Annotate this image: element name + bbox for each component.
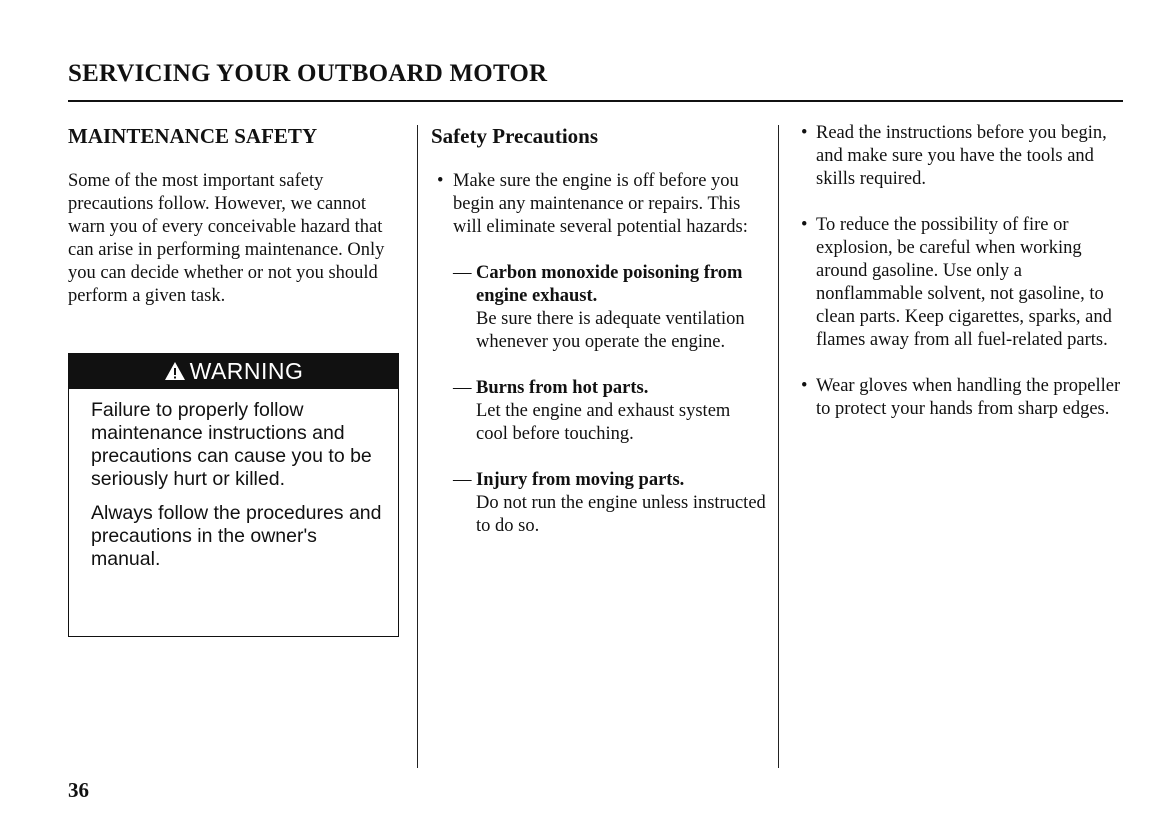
hazard-title: Injury from moving parts. (476, 470, 685, 490)
dash-glyph: — (453, 378, 472, 398)
precaution-bullet-text: To reduce the possibility of fire or explosion, be careful when working around gasoline. Use only a nonflammable solvent, not gasoline, to clean parts. Keep cigarettes, sparks, and flames away from all fuel-related parts. (816, 215, 1112, 350)
hazard-item (431, 377, 766, 446)
dash-glyph: — (453, 263, 472, 283)
warning-paragraph: Failure to properly follow maintenance instructions and precautions can cause you to be seriously hurt or killed. (91, 399, 372, 490)
precaution-bullet (800, 375, 1130, 421)
safety-precautions-heading: Safety Precautions (431, 124, 599, 148)
precaution-bullet (800, 214, 1130, 352)
precaution-bullet (431, 170, 766, 239)
header-divider (68, 100, 1123, 102)
maintenance-safety-heading: MAINTENANCE SAFETY (68, 124, 318, 148)
hazard-text: Do not run the engine unless instructed to do so. (476, 493, 766, 536)
column-divider-left (417, 125, 418, 768)
column-divider-right (778, 125, 779, 768)
warning-triangle-icon (164, 361, 186, 381)
precaution-bullet-text: Make sure the engine is off before you begin any maintenance or repairs. This will eliminate several potential hazards: (453, 171, 748, 237)
hazard-title: Burns from hot parts. (476, 378, 649, 398)
precaution-bullet-text: Read the instructions before you begin, and make sure you have the tools and skills required. (816, 123, 1107, 189)
hazard-text: Be sure there is adequate ventilation whenever you operate the engine. (476, 309, 745, 352)
right-column (800, 122, 1130, 444)
bullet-glyph: • (801, 376, 808, 396)
hazard-title: Carbon monoxide poisoning from engine exhaust. (476, 263, 743, 306)
hazard-item (431, 469, 766, 538)
bullet-glyph: • (801, 215, 808, 235)
warning-box (68, 353, 399, 637)
safety-precautions-column (431, 122, 766, 561)
bullet-glyph: • (437, 171, 444, 191)
warning-bar (69, 353, 398, 389)
maintenance-safety-column (68, 122, 403, 308)
page-number: 36 (68, 778, 89, 802)
warning-label: WARNING (189, 357, 304, 384)
warning-body (69, 389, 398, 571)
page-title: SERVICING YOUR OUTBOARD MOTOR (68, 60, 548, 87)
precaution-bullet-text: Wear gloves when handling the propeller to protect your hands from sharp edges. (816, 376, 1121, 419)
maintenance-intro-text: Some of the most important safety precautions follow. However, we cannot warn you of every conceivable hazard that can arise in performing maintenance. Only you can decide whether or not you should perform a given task. (68, 171, 385, 306)
bullet-glyph: • (801, 123, 808, 143)
precaution-bullet (800, 122, 1130, 191)
hazard-item (431, 262, 766, 354)
warning-paragraph: Always follow the procedures and precautions in the owner's manual. (91, 502, 382, 570)
hazard-text: Let the engine and exhaust system cool before touching. (476, 401, 731, 444)
dash-glyph: — (453, 470, 472, 490)
